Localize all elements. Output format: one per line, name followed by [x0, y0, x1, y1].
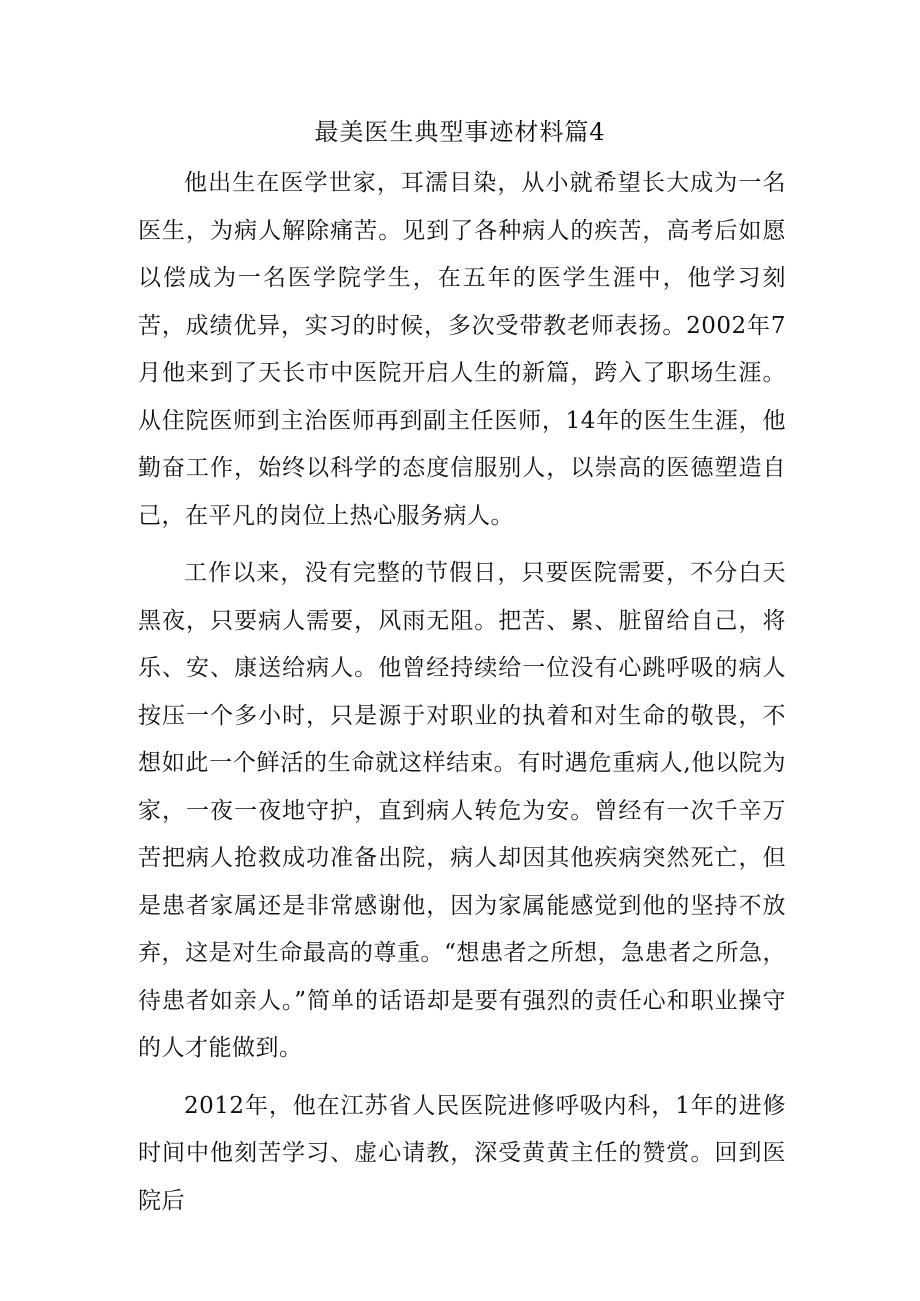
document-body [138, 160, 786, 1235]
paragraph-2: 工作以来，没有完整的节假日，只要医院需要，不分白天黑夜，只要病人需要，风雨无阻。把苦、累、脏留给自己，将乐、安、康送给病人。他曾经持续给一位没有心跳呼吸的病人按压一个多小时，只是源于对职业的执着和对生命的敬畏，不想如此一个鲜活的生命就这样结束。有时遇危重病人,他以院为家，一夜一夜地守护，直到病人转危为安。曾经有一次千辛万苦把病人抢救成功准备出院，病人却因其他疾病突然死亡，但是患者家属还是非常感谢他，因为家属能感觉到他的坚持不放弃，这是对生命最高的尊重。“想患者之所想，急患者之所急，待患者如亲人。”简单的话语却是要有强烈的责任心和职业操守的人才能做到。 [138, 560, 786, 1061]
document-title: 最美医生典型事迹材料篇4 [314, 118, 606, 146]
paragraph-3: 2012年，他在江苏省人民医院进修呼吸内科，1年的进修时间中他刻苦学习、虚心请教，深受黄黄主任的赞赏。回到医院后 [138, 1092, 786, 1214]
paragraph-1: 他出生在医学世家，耳濡目染，从小就希望长大成为一名医生，为病人解除痛苦。见到了各种病人的疾苦，高考后如愿以偿成为一名医学院学生，在五年的医学生涯中，他学习刻苦，成绩优异，实习的时候，多次受带教老师表扬。2002年7月他来到了天长市中医院开启人生的新篇，跨入了职场生涯。从住院医师到主治医师再到副主任医师，14年的医生生涯，他勤奋工作，始终以科学的态度信服别人，以崇高的医德塑造自己，在平凡的岗位上热心服务病人。 [138, 170, 786, 529]
